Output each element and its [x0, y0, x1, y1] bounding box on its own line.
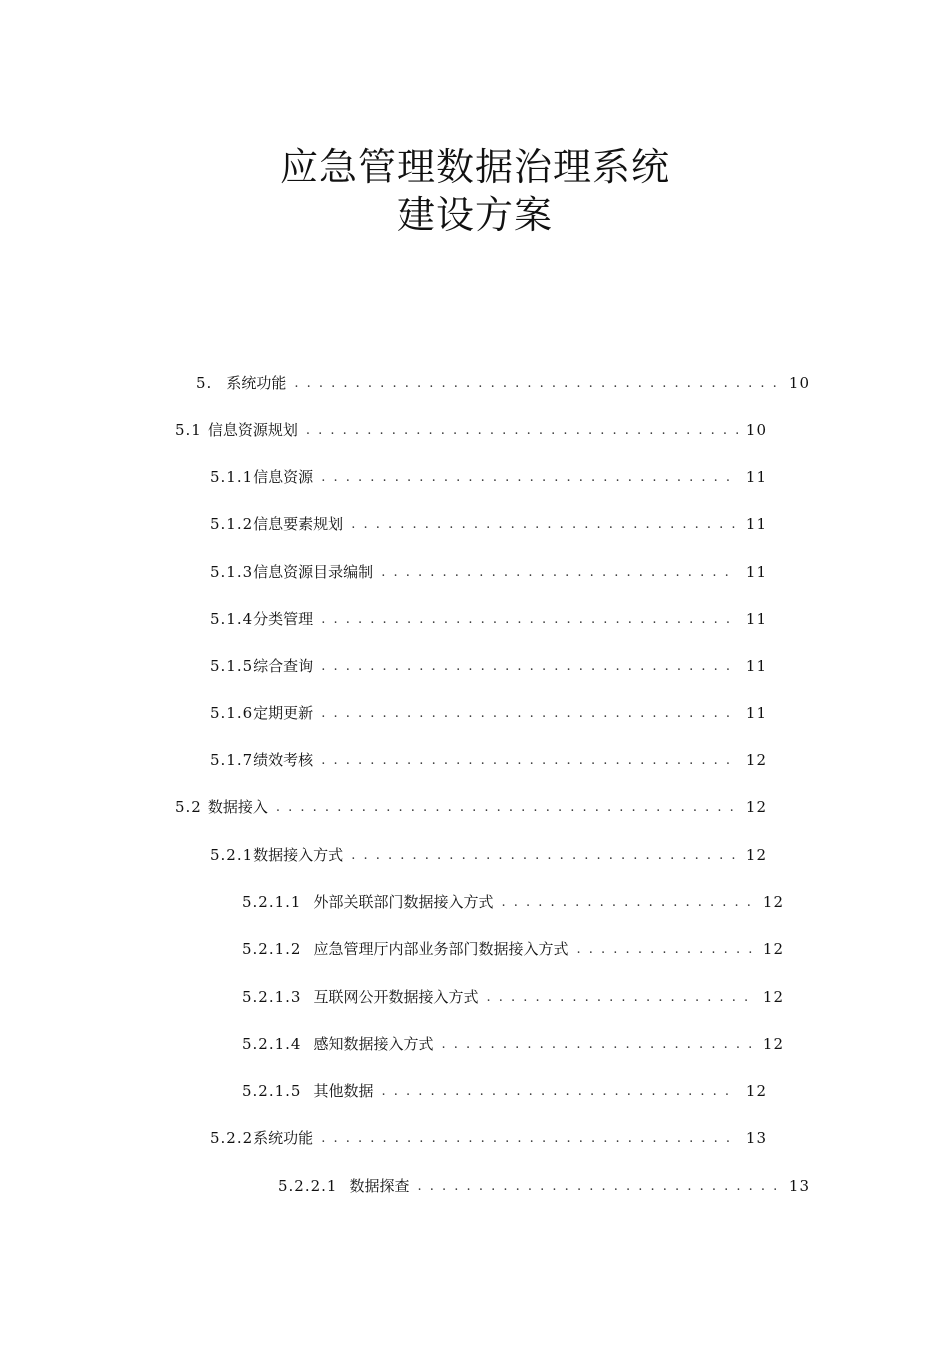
toc-entry[interactable] — [175, 419, 767, 441]
toc-entry-title: 应急管理厅内部业务部门数据接入方式 — [313, 940, 569, 958]
toc-entry-title: 系统功能 — [253, 1129, 314, 1147]
toc-entry[interactable] — [210, 749, 767, 771]
toc-entry-title: 信息资源规划 — [207, 421, 298, 439]
toc-dot-leader — [321, 609, 738, 631]
toc-entry[interactable] — [210, 702, 767, 724]
toc-entry-title: 绩效考核 — [253, 751, 314, 769]
toc-entry-title: 数据接入方式 — [253, 846, 344, 864]
toc-dot-leader — [382, 1081, 738, 1103]
toc-entry[interactable] — [242, 1080, 767, 1102]
toc-dot-leader — [487, 987, 755, 1009]
toc-entry-number: 5.1.1 — [210, 468, 254, 486]
toc-entry-page: 10 — [745, 421, 767, 439]
toc-entry-page: 11 — [745, 704, 767, 722]
toc-dot-leader — [276, 797, 738, 819]
toc-entry[interactable] — [210, 608, 767, 630]
toc-entry-number: 5.2.2.1 — [278, 1177, 338, 1195]
toc-dot-leader — [351, 845, 738, 867]
toc-entry[interactable] — [242, 1033, 784, 1055]
toc-entry-number: 5.1.5 — [210, 657, 254, 675]
toc-entry[interactable] — [196, 372, 810, 394]
toc-entry[interactable] — [210, 561, 767, 583]
toc-entry-page: 10 — [788, 374, 810, 392]
toc-dot-leader — [321, 750, 738, 772]
toc-dot-leader — [418, 1176, 781, 1198]
toc-dot-leader — [381, 562, 738, 584]
toc-entry-title: 定期更新 — [253, 704, 314, 722]
toc-entry-number: 5.2.2 — [210, 1129, 254, 1147]
toc-entry[interactable] — [210, 466, 767, 488]
toc-entry-number: 5.2.1.4 — [242, 1035, 302, 1053]
toc-dot-leader — [321, 1128, 738, 1150]
toc-entry-page: 13 — [788, 1177, 810, 1195]
toc-entry[interactable] — [210, 655, 767, 677]
toc-entry[interactable] — [210, 513, 767, 535]
toc-entry-page: 12 — [762, 940, 784, 958]
toc-entry-number: 5.2.1.5 — [242, 1082, 302, 1100]
toc-entry-page: 11 — [745, 515, 767, 533]
toc-entry-title: 其他数据 — [313, 1082, 374, 1100]
toc-entry-number: 5.2.1.3 — [242, 988, 302, 1006]
toc-dot-leader — [321, 656, 738, 678]
toc-entry-title: 信息资源目录编制 — [253, 563, 374, 581]
toc-entry-page: 12 — [745, 846, 767, 864]
toc-entry-page: 12 — [762, 893, 784, 911]
toc-entry-title: 信息要素规划 — [253, 515, 344, 533]
toc-entry-number: 5.1.6 — [210, 704, 254, 722]
toc-entry[interactable] — [210, 844, 767, 866]
toc-entry-title: 分类管理 — [253, 610, 314, 628]
toc-entry-page: 12 — [762, 1035, 784, 1053]
toc-entry-page: 12 — [745, 751, 767, 769]
toc-entry-number: 5. — [196, 374, 213, 392]
toc-dot-leader — [577, 939, 755, 961]
toc-entry-title: 互联网公开数据接入方式 — [313, 988, 479, 1006]
toc-entry-page: 11 — [745, 610, 767, 628]
toc-entry-number: 5.1.3 — [210, 563, 254, 581]
toc-entry-page: 12 — [762, 988, 784, 1006]
toc-entry[interactable] — [278, 1175, 810, 1197]
document-title-line-2: 建设方案 — [396, 193, 553, 237]
toc-entry-page: 12 — [745, 798, 767, 816]
toc-entry-page: 11 — [745, 657, 767, 675]
document-title-line-1: 应急管理数据治理系统 — [279, 145, 670, 189]
toc-entry-number: 5.2.1.1 — [242, 893, 302, 911]
toc-dot-leader — [442, 1034, 755, 1056]
toc-entry[interactable] — [175, 796, 767, 818]
toc-dot-leader — [351, 514, 738, 536]
toc-entry[interactable] — [210, 1127, 767, 1149]
toc-dot-leader — [294, 373, 781, 395]
toc-entry-number: 5.1.2 — [210, 515, 254, 533]
toc-entry-number: 5.1.7 — [210, 751, 254, 769]
toc-entry[interactable] — [242, 938, 784, 960]
toc-dot-leader — [321, 467, 738, 489]
toc-entry-title: 信息资源 — [253, 468, 314, 486]
toc-entry-title: 系统功能 — [226, 374, 287, 392]
toc-entry[interactable] — [242, 891, 784, 913]
toc-entry-title: 外部关联部门数据接入方式 — [313, 893, 494, 911]
toc-entry-number: 5.1.4 — [210, 610, 254, 628]
toc-entry-page: 11 — [745, 563, 767, 581]
toc-dot-leader — [321, 703, 738, 725]
toc-entry-number: 5.1 — [175, 421, 202, 439]
toc-dot-leader — [502, 892, 755, 914]
toc-dot-leader — [306, 420, 738, 442]
toc-entry-number: 5.2 — [175, 798, 202, 816]
toc-entry-title: 综合查询 — [253, 657, 314, 675]
toc-entry-page: 12 — [745, 1082, 767, 1100]
toc-entry-title: 感知数据接入方式 — [313, 1035, 434, 1053]
toc-entry-title: 数据探查 — [349, 1177, 410, 1195]
toc-entry-page: 11 — [745, 468, 767, 486]
toc-entry-number: 5.2.1 — [210, 846, 254, 864]
toc-entry-title: 数据接入 — [207, 798, 268, 816]
toc-entry[interactable] — [242, 986, 784, 1008]
toc-entry-page: 13 — [745, 1129, 767, 1147]
toc-entry-number: 5.2.1.2 — [242, 940, 302, 958]
